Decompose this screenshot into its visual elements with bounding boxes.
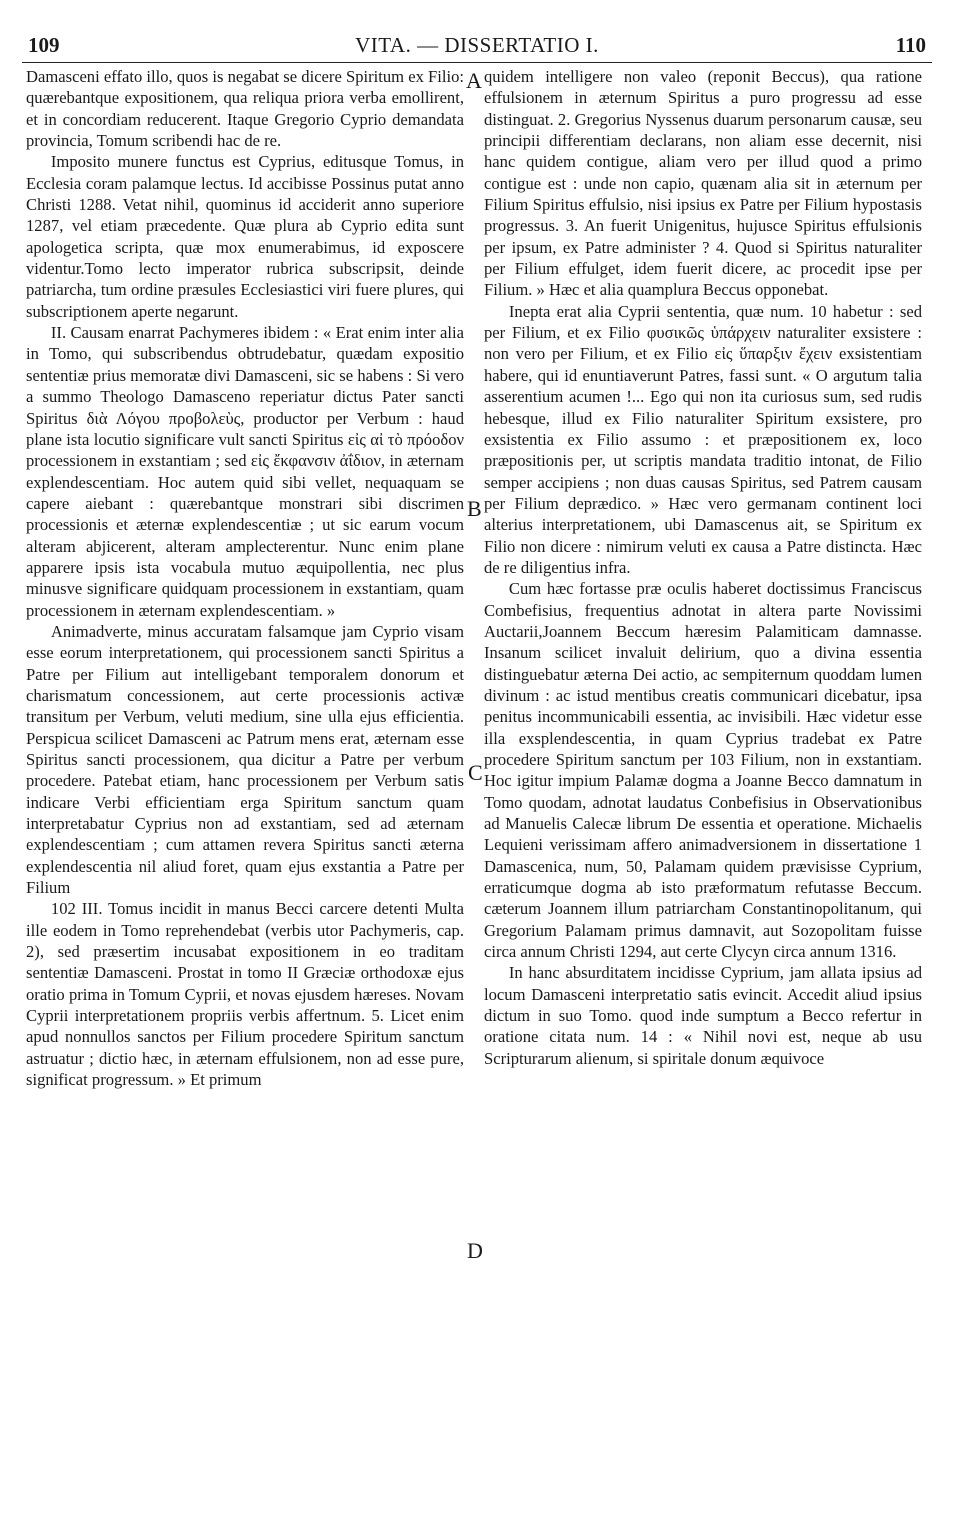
paragraph: 102 III. Tomus incidit in manus Becci carcere detenti Multa ille eodem in Tomo reprehendebat (verbis utor Pachymeris, cap. 2), sed præsertim incusabat expositionem in eo traditam sententiæ Damasceni. Prostat in tomo II Græciæ orthodoxæ ejus oratio prima in Tomum Cyprii, et novas ejusdem hæreses. Novam Cyprii interpretationem propriis verbis affertnum. 5. Licet enim apud nonnullos sanctos per Filium procedere Spiritum sanctum astruatur ; dictio hæc, in æternam effulsionem, non ad esse pure, significat progressum. » Et primum (26, 899, 464, 1090)
running-header (22, 30, 932, 63)
paragraph: Cum hæc fortasse præ oculis haberet doctissimus Franciscus Combefisius, frequentius adnotat in altera parte Novissimi Auctarii,Joannem Beccum hæresim Palamiticam damnasse. Insanum scilicet invaluit delirium, quo a divina essentia distinguebatur æterna Dei actio, ac sempiternum quoddam lumen divinum : ac istud mentibus creatis communicari dicebatur, ipsa penitus incommunicabili essentia, ac invisibili. Hæc videtur esse illa exsplendescentia, in quam Cyprius tradebat ex Patre procedere Spiritum sanctum per 103 Filium, non in exstantiam. Hoc igitur impium Palamæ dogma a Joanne Becco damnatum in Tomo quodam, adnotat laudatus Conbefisius in Observationibus ad Manuelis Calecæ librum De essentia et operatione. Michaelis Lequieni verissimam affero animadversionem in dissertatione 1 Damascenica, num, 50, Palamam quidem prævisisse Cyprium, erraticumque dogma ab isto præformatum refutasse Beccum. cæterum Joannem illum patriarcham Constantinopolitanum, qui Gregorium Palamam primus damnavit, aut Sozopolitam fuisse circa annum Christi 1294, aut certe Clycyn circa annum 1316. (484, 579, 922, 962)
paragraph: In hanc absurditatem incidisse Cyprium, jam allata ipsius ad locum Damasceni interpretatio satis evincit. Accedit aliud ipsius dictum in suo Tomo. quod inde sumptum a Becco refertur in oratione citata num. 14 : « Nihil novi est, neque ab usu Scripturarum alienum, si spiritale donum æquivoce (484, 963, 922, 1068)
right-column (484, 66, 922, 1069)
margin-letter-c: C (468, 760, 483, 785)
running-head-title: VITA. — DISSERTATIO I. (355, 33, 599, 57)
paragraph: Inepta erat alia Cyprii sententia, quæ num. 10 habetur : sed per Filium, et ex Filio φυσικῶς ὑπάρχειν naturaliter exsistere : non vero per Filium, et ex Filio εἰς ὕπαρξιν ἔχειν exsistentiam habere, qui id enuntiaverunt Patres, fassi sunt. « O argutum talia asserentium acumen !... Ego qui non ita curiosus sum, sed rudis hebesque, illud ex Filio naturaliter Spiritum exsistere, pro exsistentia ex Filio assumo : et præpositionem ex, loco præpositionis per, ut scriptis mandata traditio intonat, de Filio semper accipiens ; non duas causas Spiritus, sed Patrem causam per Filium deprædico. » Hæc vero germanam continent loci alterius interpretationem, ubi Damascenus ait, se Spiritum ex Filio non dicere : nimirum veluti ex causa a Patre distincta. Hæc de re diligentius infra. (484, 301, 922, 577)
margin-letter-d: D (467, 1238, 483, 1263)
margin-letter-b: B (467, 496, 482, 521)
margin-letter-a: A (466, 68, 482, 93)
page-number-right: 110 (895, 33, 926, 57)
paragraph: Damasceni effato illo, quos is negabat se dicere Spiritum ex Filio: quærebantque expositionem, qua reliqua priora verba emollirent, et in concordiam reducerent. Itaque Gregorio Cyprio demandata provincia, Tomum scribendi hac de re. (26, 67, 464, 151)
paragraph: II. Causam enarrat Pachymeres ibidem : « Erat enim inter alia in Tomo, qui subscribendus obtrudebatur, quædam expositio sententiæ prius memoratæ divi Damasceni, sic se habens : Si vero a summo Theologo Damasceno reperiatur dictus Pater sancti Spiritus διὰ Λόγου προβολεὺς, productor per Verbum : haud plane ista locutio significare vult sancti Spiritus εἰς αἰ τὸ πρόοδον processionem in exstantiam ; sed εἰς ἔκφανσιν ἀΐδιον, in æternam explendescentiam. Hoc autem quid sibi vellet, nequaquam se capere aiebant : quærebantque monstrari sibi discrimen processionis et æternæ explendescentiæ ; ut sic earum vocum alteram abjicerent, alteram amplecterentur. Nunc enim plane apparere ipsis ista vocabula mutuo æquipollentia, nec plus minusve significare quidquam processionem in exstantiam, quam processionem in æternam explendescentiam. » (26, 323, 464, 620)
paragraph: Imposito munere functus est Cyprius, editusque Tomus, in Ecclesia coram palamque lectus. Id accibisse Possinus putat anno Christi 1288. Vetat nihil, quominus id acciderit anno superiore 1287, vel etiam præcedente. Quæ plura ab Cyprio edita sunt apologetica scripta, quæ mox enumerabimus, id exposcere videntur.Tomo lecto imperator rubrica subscripsit, deinde patriarcha, tum ordine præsules Ecclesiastici viri fuere plures, qui subscriptionem aperte negarunt. (26, 152, 464, 321)
page-number-left: 109 (28, 33, 60, 57)
paragraph: Animadverte, minus accuratam falsamque jam Cyprio visam esse eorum interpretationem, qui processionem sancti Spiritus a Patre per Filium aut intelligebant temporalem donorum et charismatum concessionem, aut certe processionis activæ transitum per Verbum, veluti medium, sine ulla ejus efficientia. Perspicua scilicet Damasceni ac Patrum mens erat, æternam esse Spiritus sancti processionem, qua dicitur a Patre per verbum procedere. Patebat etiam, hanc processionem per Verbum satis indicare Verbi efficientiam erga Spiritum sanctum quam interpretabatur Cyprius non ad exstantiam, sed ad æternam explendescentiam ; cum attamen revera Spiritus sancti æterna explendescentia nil aliud foret, quam ejus exstantia a Patre per Filium (26, 621, 464, 898)
left-column (26, 66, 464, 1091)
paragraph: quidem intelligere non valeo (reponit Beccus), qua ratione effulsionem in æternum Spiritus a puro progressu ad esse distinguat. 2. Gregorius Nyssenus duarum personarum causæ, seu principii differentiam declarans, non aliam esse decernit, nisi hanc quidem contigue, aliam vero per illud quod a primo contigue est : unde non capio, quænam alia sit in æternum per Filium Spiritus effulsio, nisi ipsius ex Patre per Filium hypostasis progressus. 3. An fuerit Unigenitus, hujusce Spiritus effulsionis per ipsum, ex Patre administer ? 4. Quod si Spiritus naturaliter per Filium effulget, idem fuerit dicere, ac procedit ipse per Filium. » Hæc et alia quamplura Beccus opponebat. (484, 67, 922, 300)
